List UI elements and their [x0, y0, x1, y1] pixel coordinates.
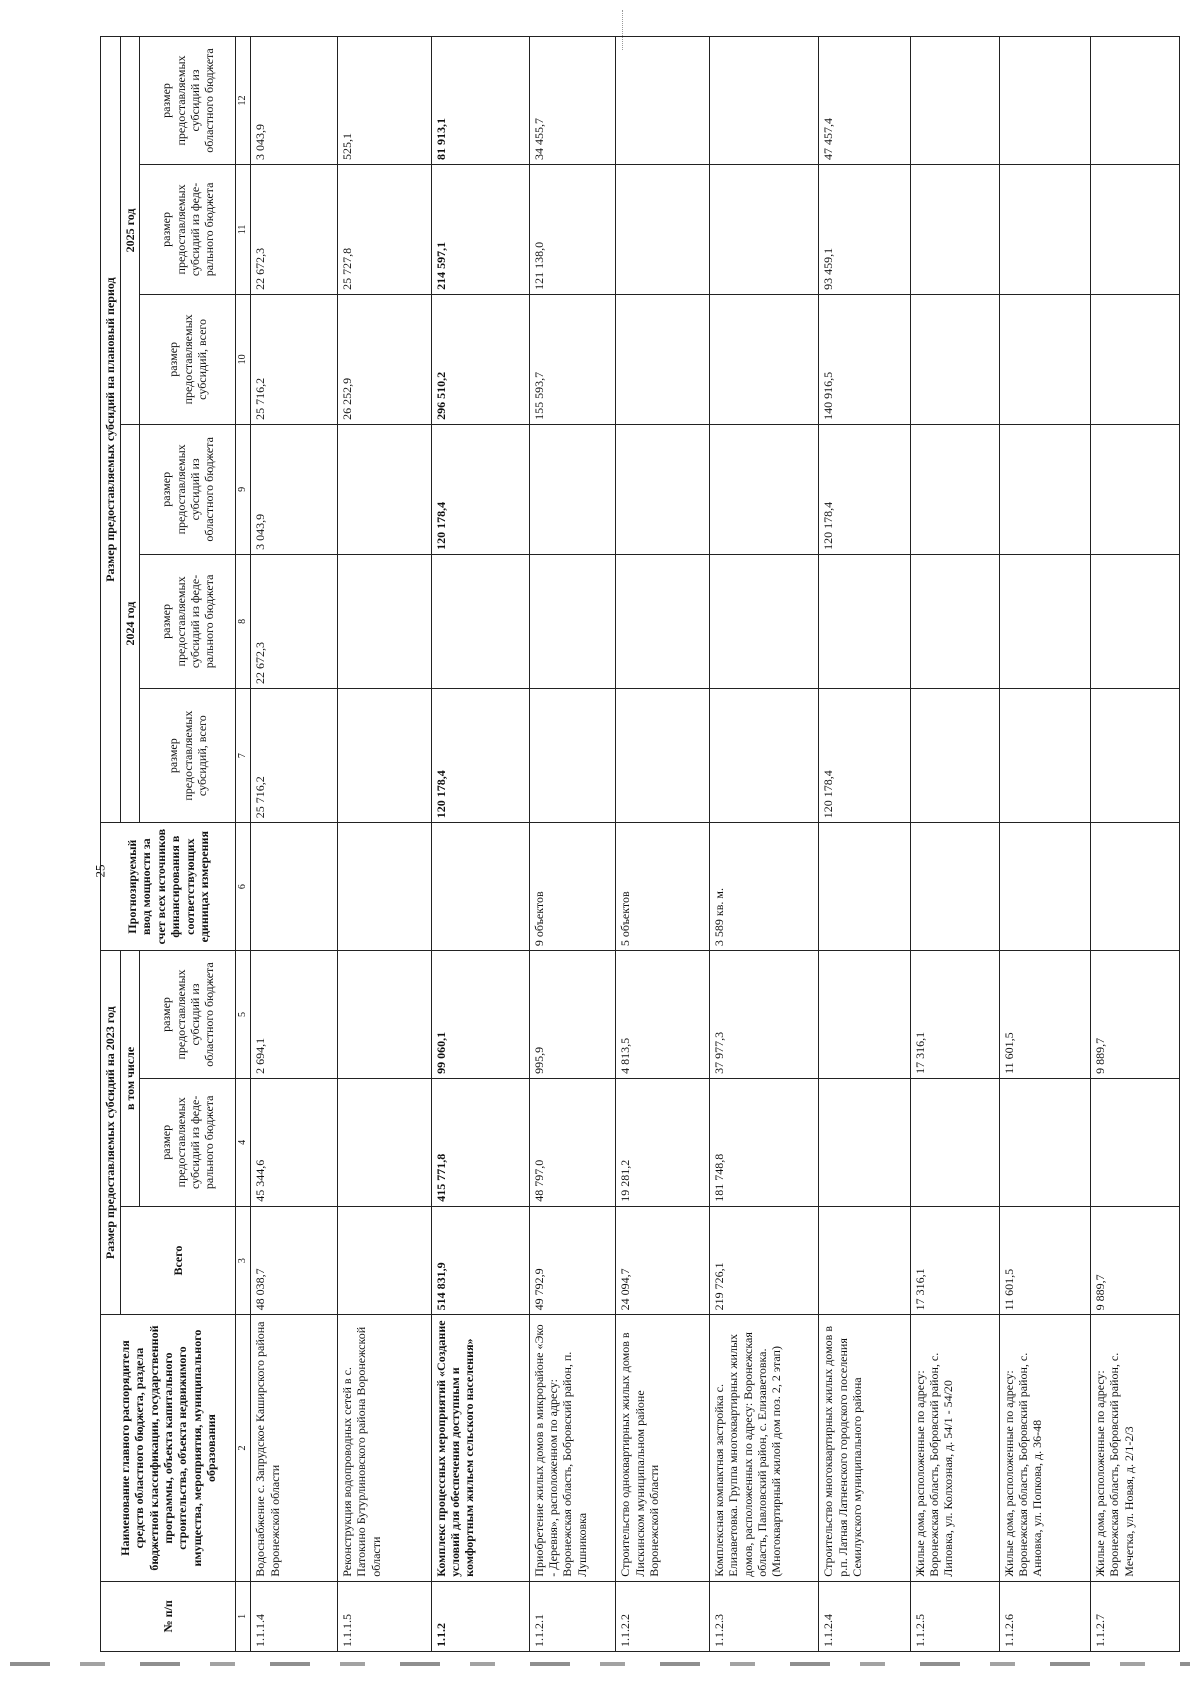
- row-reg-2024: [999, 424, 1090, 554]
- col-number: 3: [236, 1206, 251, 1315]
- header-fed-2025: размер предоставляемых субсидий из феде-рального бюджета: [140, 164, 236, 294]
- row-fed-2025: 214 597,1: [431, 164, 529, 294]
- row-reg-2024: [1090, 424, 1179, 554]
- row-total-2023: 514 831,9: [431, 1206, 529, 1315]
- row-reg-2024: [910, 424, 999, 554]
- row-number: 1.1.2.6: [999, 1581, 1090, 1651]
- row-fed-2024: [529, 554, 616, 688]
- row-reg-2025: 47 457,4: [819, 37, 910, 165]
- row-total-2023: 11 601,5: [999, 1206, 1090, 1315]
- row-number: 1.1.2: [431, 1581, 529, 1651]
- header-group-plan: Размер предоставляемых субсидий на плановый период: [101, 37, 121, 823]
- row-reg-2025: 81 913,1: [431, 37, 529, 165]
- row-reg-2025: [616, 37, 710, 165]
- row-fed-2023: 45 344,6: [251, 1078, 338, 1206]
- row-fed-2025: 121 138,0: [529, 164, 616, 294]
- header-name-text: Наименование главного распорядителя средств областного бюджета, раздела бюджетной классификации, государственной программы, объекта капитального строительства, объекта недвижимого имущества, мероприятия, муниципального образования: [117, 1325, 219, 1571]
- row-sum-2024: [910, 689, 999, 823]
- table-row: [1090, 37, 1179, 1652]
- row-fed-2025: [999, 164, 1090, 294]
- row-sum-2025: [616, 294, 710, 424]
- row-total-2023: [819, 1206, 910, 1315]
- row-name: Жилые дома, расположенные по адресу: Воронежская область, Бобровский район, с. Мечетка, ул. Новая, д. 2/1-2/3: [1090, 1315, 1179, 1581]
- row-fed-2023: [338, 1078, 432, 1206]
- row-reg-2023: 99 060,1: [431, 951, 529, 1079]
- col-number: 9: [236, 424, 251, 554]
- row-reg-2024: [529, 424, 616, 554]
- row-total-2023: 9 889,7: [1090, 1206, 1179, 1315]
- row-fed-2024: [709, 554, 819, 688]
- header-sum-2024: размер предоставляемых субсидий, всего: [140, 689, 236, 823]
- row-capacity: [338, 823, 432, 951]
- header-reg-2024: размер предоставляемых субсидий из областного бюджета: [140, 424, 236, 554]
- row-fed-2023: 48 797,0: [529, 1078, 616, 1206]
- row-reg-2025: [910, 37, 999, 165]
- row-sum-2024: [999, 689, 1090, 823]
- row-fed-2024: [1090, 554, 1179, 688]
- row-capacity: [999, 823, 1090, 951]
- col-number: 11: [236, 164, 251, 294]
- row-name: Жилые дома, расположенные по адресу: Воронежская область, Бобровский район, с. Липовка, ул. Колхозная, д. 54/1 - 54/20: [910, 1315, 999, 1581]
- row-reg-2023: 2 694,1: [251, 951, 338, 1079]
- row-capacity: [819, 823, 910, 951]
- subsidies-table: [100, 36, 1180, 1652]
- row-capacity: 3 589 кв. м.: [709, 823, 819, 951]
- row-fed-2024: [910, 554, 999, 688]
- row-number: 1.1.2.4: [819, 1581, 910, 1651]
- header-reg-2025: размер предоставляемых субсидий из областного бюджета: [140, 37, 236, 165]
- table-row: [529, 37, 616, 1652]
- row-reg-2023: 995,9: [529, 951, 616, 1079]
- page-number: 25: [92, 864, 108, 878]
- row-sum-2025: 140 916,5: [819, 294, 910, 424]
- row-total-2023: 48 038,7: [251, 1206, 338, 1315]
- row-total-2023: 17 316,1: [910, 1206, 999, 1315]
- row-reg-2024: 120 178,4: [431, 424, 529, 554]
- row-reg-2025: [1090, 37, 1179, 165]
- row-fed-2025: 93 459,1: [819, 164, 910, 294]
- row-sum-2025: [999, 294, 1090, 424]
- row-fed-2023: 181 748,8: [709, 1078, 819, 1206]
- row-reg-2023: 9 889,7: [1090, 951, 1179, 1079]
- row-total-2023: 219 726,1: [709, 1206, 819, 1315]
- table-body: [251, 37, 1180, 1652]
- row-reg-2024: [338, 424, 432, 554]
- header-2024: 2024 год: [121, 424, 140, 822]
- col-number: 8: [236, 554, 251, 688]
- col-number: 7: [236, 689, 251, 823]
- row-number: 1.1.2.5: [910, 1581, 999, 1651]
- column-numbers-row: [236, 37, 251, 1652]
- rotated-table-container: [100, 36, 1180, 1652]
- row-number: 1.1.1.5: [338, 1581, 432, 1651]
- row-fed-2023: 415 771,8: [431, 1078, 529, 1206]
- row-sum-2024: 25 716,2: [251, 689, 338, 823]
- row-reg-2025: [709, 37, 819, 165]
- header-name: [101, 1315, 236, 1581]
- row-name: Строительство многоквартирных жилых домов в р.п. Латная Латненского городского поселения Семилукского муниципального района: [819, 1315, 910, 1581]
- row-fed-2024: 22 672,3: [251, 554, 338, 688]
- row-name: Водоснабжение с. Запрудское Каширского района Воронежской области: [251, 1315, 338, 1581]
- header-capacity: Прогнозируемый ввод мощности за счет всех источников финансирования в соответствующих единицах измерения: [101, 823, 236, 951]
- col-number: 2: [236, 1315, 251, 1581]
- row-sum-2025: [910, 294, 999, 424]
- row-name: Строительство одноквартирных жилых домов в Лискинском муниципальном районе Воронежской области: [616, 1315, 710, 1581]
- table-row: [338, 37, 432, 1652]
- row-reg-2023: 4 813,5: [616, 951, 710, 1079]
- row-fed-2025: [910, 164, 999, 294]
- row-sum-2024: [338, 689, 432, 823]
- row-fed-2025: 25 727,8: [338, 164, 432, 294]
- row-sum-2024: [616, 689, 710, 823]
- row-reg-2023: 17 316,1: [910, 951, 999, 1079]
- table-row: [616, 37, 710, 1652]
- row-sum-2025: 296 510,2: [431, 294, 529, 424]
- table-row: [819, 37, 910, 1652]
- row-reg-2023: 11 601,5: [999, 951, 1090, 1079]
- row-fed-2024: [616, 554, 710, 688]
- row-reg-2025: 525,1: [338, 37, 432, 165]
- row-fed-2024: [999, 554, 1090, 688]
- row-fed-2023: [910, 1078, 999, 1206]
- row-sum-2024: [709, 689, 819, 823]
- row-fed-2023: [1090, 1078, 1179, 1206]
- col-number: 10: [236, 294, 251, 424]
- header-fed-2023: размер предоставляемых субсидий из феде-рального бюджета: [140, 1078, 236, 1206]
- row-capacity: [1090, 823, 1179, 951]
- row-fed-2024: [431, 554, 529, 688]
- table-row: [251, 37, 338, 1652]
- header-group-2023: Размер предоставляемых субсидий на 2023 год: [101, 951, 121, 1315]
- col-number: 6: [236, 823, 251, 951]
- row-reg-2024: [616, 424, 710, 554]
- header-incl: в том числе: [121, 951, 140, 1207]
- row-reg-2025: [999, 37, 1090, 165]
- row-sum-2024: [529, 689, 616, 823]
- row-reg-2024: 3 043,9: [251, 424, 338, 554]
- row-fed-2025: [1090, 164, 1179, 294]
- col-number: 5: [236, 951, 251, 1079]
- row-capacity: [431, 823, 529, 951]
- col-number: 1: [236, 1581, 251, 1651]
- row-fed-2023: [819, 1078, 910, 1206]
- header-fed-2024: размер предоставляемых субсидий из феде-рального бюджета: [140, 554, 236, 688]
- row-number: 1.1.2.1: [529, 1581, 616, 1651]
- row-name: Реконструкция водопроводных сетей в с. Патокино Бутурлиновского района Воронежской области: [338, 1315, 432, 1581]
- row-sum-2025: 26 252,9: [338, 294, 432, 424]
- row-fed-2024: [338, 554, 432, 688]
- row-sum-2024: 120 178,4: [431, 689, 529, 823]
- row-reg-2025: 34 455,7: [529, 37, 616, 165]
- row-sum-2024: 120 178,4: [819, 689, 910, 823]
- row-capacity: [910, 823, 999, 951]
- row-number: 1.1.2.2: [616, 1581, 710, 1651]
- header-2025: 2025 год: [121, 37, 140, 425]
- row-number: 1.1.2.3: [709, 1581, 819, 1651]
- row-capacity: [251, 823, 338, 951]
- table-row: [999, 37, 1090, 1652]
- row-name: Комплексная компактная застройка с. Елизаветовка. Группа многоквартирных жилых домов, расположенных по адресу: Воронежская область, Павловский район, с. Елизаветовка. (Многоквартирный жилой дом поз. 2, 2 этап): [709, 1315, 819, 1581]
- header-reg-2023: размер предоставляемых субсидий из областного бюджета: [140, 951, 236, 1079]
- row-name: Приобретение жилых домов в микрорайоне «Эко - Деревня», расположенном по адресу: Воронежская область, Бобровский район, п. Лушниковка: [529, 1315, 616, 1581]
- row-reg-2024: 120 178,4: [819, 424, 910, 554]
- row-sum-2024: [1090, 689, 1179, 823]
- row-sum-2025: 25 716,2: [251, 294, 338, 424]
- row-total-2023: 24 094,7: [616, 1206, 710, 1315]
- row-number: 1.1.2.7: [1090, 1581, 1179, 1651]
- row-capacity: 9 объектов: [529, 823, 616, 951]
- row-reg-2025: 3 043,9: [251, 37, 338, 165]
- header-num: № п/п: [101, 1581, 236, 1651]
- row-sum-2025: [709, 294, 819, 424]
- row-reg-2023: 37 977,3: [709, 951, 819, 1079]
- row-fed-2025: 22 672,3: [251, 164, 338, 294]
- row-name: Жилые дома, расположенные по адресу: Воронежская область, Бобровский район, с. Анновка, ул. Попкова, д. 36-48: [999, 1315, 1090, 1581]
- row-fed-2023: [999, 1078, 1090, 1206]
- row-reg-2023: [338, 951, 432, 1079]
- row-reg-2024: [709, 424, 819, 554]
- row-fed-2024: [819, 554, 910, 688]
- row-name: Комплекс процессных мероприятий «Создание условий для обеспечения доступным и комфортным жильем сельского населения»: [431, 1315, 529, 1581]
- header-total: Всего: [121, 1206, 236, 1315]
- col-number: 12: [236, 37, 251, 165]
- table-row: [709, 37, 819, 1652]
- row-sum-2025: 155 593,7: [529, 294, 616, 424]
- row-capacity: 5 объектов: [616, 823, 710, 951]
- table-row: [431, 37, 529, 1652]
- row-total-2023: [338, 1206, 432, 1315]
- col-number: 4: [236, 1078, 251, 1206]
- row-total-2023: 49 792,9: [529, 1206, 616, 1315]
- row-fed-2025: [709, 164, 819, 294]
- row-sum-2025: [1090, 294, 1179, 424]
- table-row: [910, 37, 999, 1652]
- row-reg-2023: [819, 951, 910, 1079]
- row-number: 1.1.1.4: [251, 1581, 338, 1651]
- row-fed-2025: [616, 164, 710, 294]
- header-sum-2025: размер предоставляемых субсидий, всего: [140, 294, 236, 424]
- row-fed-2023: 19 281,2: [616, 1078, 710, 1206]
- scan-artifact-line: [10, 1662, 1190, 1666]
